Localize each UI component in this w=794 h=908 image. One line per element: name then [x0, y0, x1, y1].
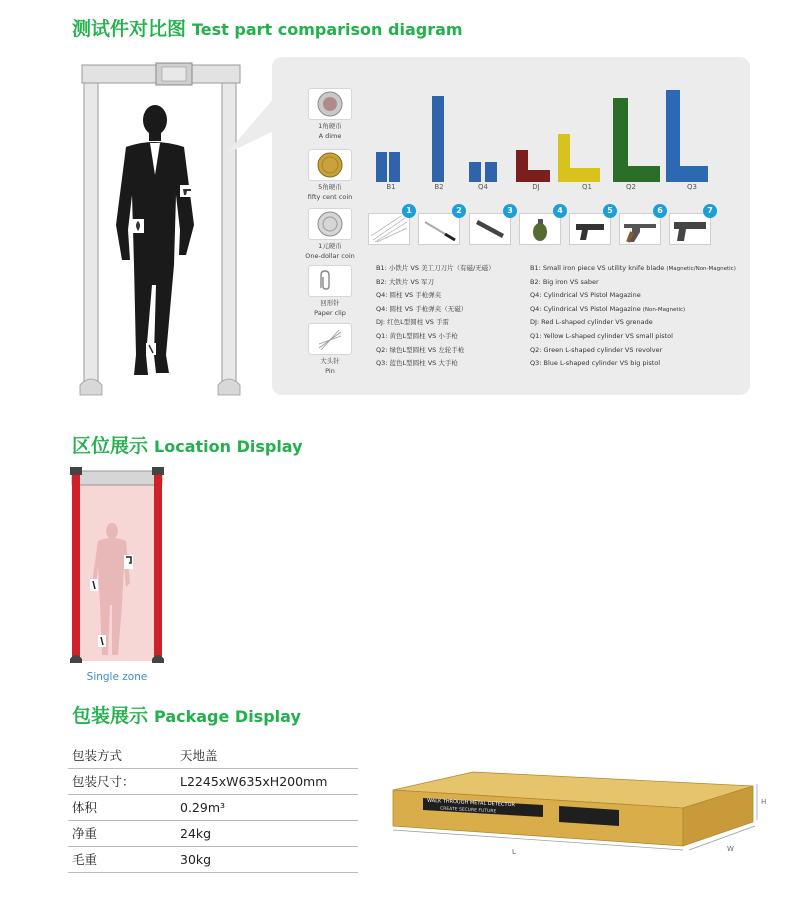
item-number-badge: 3: [503, 204, 517, 218]
coin-label-zh: 1角硬币: [318, 122, 342, 130]
item-thumb-blades: [368, 213, 410, 245]
coin-one-dollar: [298, 208, 362, 260]
heading-en: Location Display: [154, 437, 303, 456]
pin: [298, 323, 362, 375]
comparison-row: Q3: Blue L-shaped cylinder VS big pistol: [530, 359, 661, 368]
coin-dime: [298, 88, 362, 140]
box-slogan: CREATE SECURE FUTURE: [439, 806, 497, 815]
comparison-text: Q4: Cylindrical VS Pistol Magazine: [530, 304, 641, 313]
comparison-row: [530, 302, 736, 316]
spec-key: 包装方式: [68, 742, 176, 768]
heading-zh: 包装展示: [72, 705, 149, 727]
item-thumb-magazine: [469, 213, 511, 245]
coin-label-en: fifty cent coin: [307, 193, 353, 201]
paper-clip-icon: [315, 268, 345, 294]
item-thumb-small-pistol: [569, 213, 611, 245]
blades-icon: [369, 214, 409, 244]
grenade-icon: [520, 214, 560, 244]
section-heading-test-parts: [72, 14, 463, 41]
spec-key: 包装尺寸：: [68, 768, 176, 794]
item-number-badge: 6: [653, 204, 667, 218]
coin-label-en: One-dollar coin: [305, 252, 355, 260]
table-row: [68, 768, 358, 794]
dim-label-width: W: [727, 845, 734, 853]
paper-clip: [298, 265, 362, 317]
heading-en: Package Display: [154, 707, 301, 726]
table-row: [68, 846, 358, 872]
table-row: [68, 820, 358, 846]
gate-with-person-illustration: [76, 55, 244, 397]
spec-value: 30kg: [176, 846, 358, 872]
item-number-badge: 2: [452, 204, 466, 218]
comparison-list-en: [530, 261, 736, 370]
comparison-row: B2: 大铁片 VS 军刀: [376, 277, 435, 286]
single-zone-gate-illustration: [68, 465, 166, 665]
comparison-row: B2: Big iron VS saber: [530, 277, 599, 286]
comparison-row: Q1: 黄色L型圆柱 VS 小手枪: [376, 331, 458, 340]
comparison-row: Q4: 圆柱 VS 手枪弹夹: [376, 291, 442, 300]
pin-image: [308, 323, 352, 355]
comparison-row: Q3: 蓝色L型圆柱 VS 大手枪: [376, 359, 458, 368]
spec-key: 净重: [68, 820, 176, 846]
coin-fifty-cent: [298, 149, 362, 201]
one-dollar-coin-icon: [317, 211, 343, 237]
spec-value: 天地盖: [176, 742, 358, 768]
comparison-row: Q4: 圆柱 VS 手枪弹夹（无磁）: [376, 304, 468, 313]
table-row: [68, 742, 358, 768]
comparison-row: [530, 261, 736, 275]
spec-key: 毛重: [68, 846, 176, 872]
coin-label-en: Pin: [325, 367, 335, 375]
item-thumb-revolver: [619, 213, 661, 245]
comparison-row: DJ: Red L-shaped cylinder VS grenade: [530, 318, 653, 327]
piece-label-dj: DJ: [532, 183, 540, 191]
dime-icon: [317, 91, 343, 117]
coin-dime-image: [308, 88, 352, 120]
comparison-note: (Non-Magnetic): [642, 306, 686, 313]
section-heading-package: [72, 701, 301, 728]
coin-label-zh: 大头针: [320, 357, 340, 365]
coin-fifty-image: [308, 149, 352, 181]
piece-label-b1: B1: [386, 183, 396, 191]
piece-label-q2: Q2: [626, 183, 636, 191]
section-heading-location: [72, 431, 303, 458]
magazine-icon: [470, 214, 510, 244]
comparison-row: Q2: 绿色L型圆柱 VS 左轮手枪: [376, 345, 465, 354]
item-number-badge: 7: [703, 204, 717, 218]
piece-label-q1: Q1: [582, 183, 592, 191]
dim-label-height: H: [761, 798, 767, 806]
item-thumb-grenade: [519, 213, 561, 245]
dim-label-length: L: [512, 848, 516, 856]
item-thumb-big-pistol: [669, 213, 711, 245]
piece-label-q4: Q4: [478, 183, 488, 191]
comparison-row: Q1: Yellow L-shaped cylinder VS small pistol: [530, 331, 673, 340]
item-thumb-saber: [418, 213, 460, 245]
big-pistol-icon: [670, 214, 710, 244]
coin-label-zh: 1元硬币: [318, 242, 342, 250]
table-row: [68, 794, 358, 820]
item-number-badge: 1: [402, 204, 416, 218]
comparison-row: Q2: Green L-shaped cylinder VS revolver: [530, 345, 663, 354]
piece-label-b2: B2: [434, 183, 444, 191]
pin-icon: [315, 326, 345, 352]
item-number-badge: 5: [603, 204, 617, 218]
comparison-row: B1: 小铁片 VS 美工刀刀片（有磁/无磁）: [376, 264, 495, 272]
paper-clip-image: [308, 265, 352, 297]
package-spec-table: [68, 742, 358, 873]
test-pieces-illustration: [368, 90, 708, 186]
coin-label-zh: 回形针: [320, 299, 340, 307]
comparison-text: B1: Small iron piece VS utility knife blade: [530, 264, 665, 272]
comparison-row: Q4: Cylindrical VS Pistol Magazine: [530, 291, 641, 300]
zone-caption: Single zone: [86, 671, 148, 683]
coin-label-en: A dime: [318, 132, 342, 140]
small-pistol-icon: [570, 214, 610, 244]
package-box-illustration: [383, 760, 781, 870]
fifty-cent-coin-icon: [317, 152, 343, 178]
item-number-badge: 4: [553, 204, 567, 218]
heading-zh: 区位展示: [72, 435, 149, 457]
spec-value: 24kg: [176, 820, 358, 846]
comparison-note: (Magnetic/Non-Magnetic): [666, 266, 736, 272]
spec-value: 0.29m³: [176, 794, 358, 820]
piece-label-q3: Q3: [687, 183, 697, 191]
coin-label-en: Paper clip: [314, 309, 346, 317]
coin-dollar-image: [308, 208, 352, 240]
saber-icon: [419, 214, 459, 244]
heading-zh: 测试件对比图: [72, 18, 187, 40]
spec-value: L2245xW635xH200mm: [176, 768, 358, 794]
revolver-icon: [620, 214, 660, 244]
comparison-list-zh: [376, 261, 495, 370]
box-brand-text: WALK THROUGH METAL DETECTOR: [426, 797, 516, 809]
spec-key: 体积: [68, 794, 176, 820]
coin-label-zh: 5角硬币: [318, 183, 342, 191]
heading-en: Test part comparison diagram: [192, 20, 463, 39]
comparison-row: DJ: 红色L型圆柱 VS 手雷: [376, 318, 450, 327]
